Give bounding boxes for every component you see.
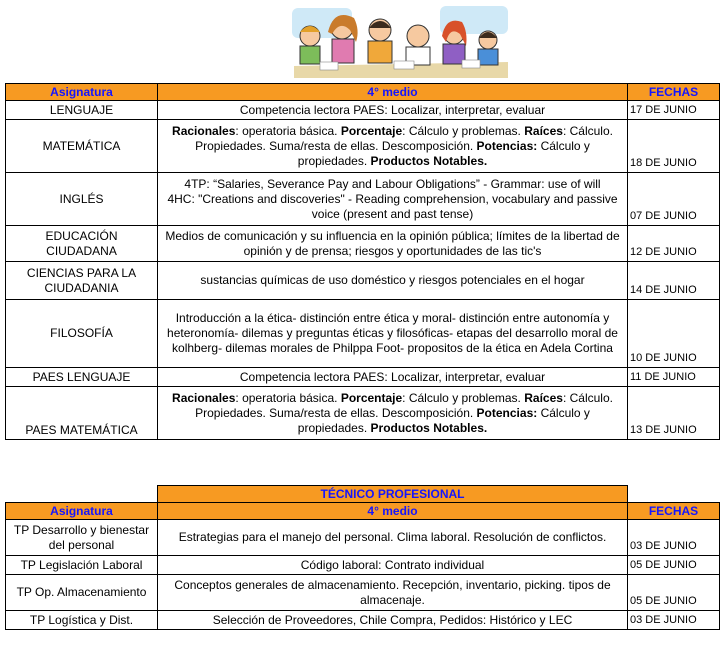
- table-row: [6, 556, 720, 575]
- date-cell: 05 DE JUNIO: [628, 575, 720, 611]
- table-row: [6, 101, 720, 120]
- date-cell: 14 DE JUNIO: [628, 262, 720, 300]
- topic-cell: Competencia lectora PAES: Localizar, interpretar, evaluar: [158, 101, 628, 120]
- date-cell: 03 DE JUNIO: [628, 520, 720, 556]
- topic-cell: Código laboral: Contrato individual: [158, 556, 628, 575]
- subject-cell: EDUCACIÓN CIUDADANA: [6, 226, 158, 262]
- topic-cell: [158, 173, 628, 226]
- table-row: [6, 262, 720, 300]
- table-header-row: [6, 503, 720, 520]
- header-level: 4° medio: [158, 503, 628, 520]
- subject-cell: MATEMÁTICA: [6, 120, 158, 173]
- header-fechas: FECHAS: [628, 503, 720, 520]
- subject-cell: LENGUAJE: [6, 101, 158, 120]
- date-cell: 03 DE JUNIO: [628, 611, 720, 630]
- topic-text: : operatoria básica.: [235, 123, 341, 138]
- table-row: [6, 520, 720, 556]
- subject-cell: FILOSOFÍA: [6, 300, 158, 368]
- students-studying-illustration: [290, 2, 512, 78]
- topic-text: Cálculo y propiedades.: [297, 405, 590, 435]
- topic-cell: [158, 120, 628, 173]
- date-cell: 05 DE JUNIO: [628, 556, 720, 575]
- topic-cell: Medios de comunicación y su influencia en la opinión pública; límites de la libertad de opinión y de prensa; riesgos y oportunidades de las tic's: [158, 226, 628, 262]
- topic-cell: Introducción a la ética- distinción entre ética y moral- distinción entre autonomía y heteronomía- dilemas y preguntas éticas y filosóficas- etapas del desarrollo moral de kolhberg- dilemas morales de Philppa Foot- propositos de la ética en Adela Cortina: [158, 300, 628, 368]
- topic-bold-text: Porcentaje: [340, 123, 403, 138]
- topic-bold-text: Productos Notables.: [370, 153, 488, 168]
- table-row: [6, 226, 720, 262]
- topic-cell: sustancias químicas de uso doméstico y riesgos potenciales en el hogar: [158, 262, 628, 300]
- section-title-row: [6, 486, 720, 503]
- topic-line: 4HC: "Creations and discoveries" - Reading comprehension, vocabulary and passive voice (present and past tense): [167, 191, 618, 221]
- topic-cell: Estrategias para el manejo del personal. Clima laboral. Resolución de conflictos.: [158, 520, 628, 556]
- topic-bold-text: Racionales: [172, 123, 236, 138]
- topic-bold-text: Racionales: [172, 390, 236, 405]
- table-header-row: [6, 84, 720, 101]
- topic-line: 4TP: “Salaries, Severance Pay and Labour Obligations” - Grammar: use of will: [184, 176, 601, 191]
- table-row: [6, 300, 720, 368]
- topic-cell: Conceptos generales de almacenamiento. Recepción, inventario, picking. tipos de almacenaje.: [158, 575, 628, 611]
- date-cell: 10 DE JUNIO: [628, 300, 720, 368]
- topic-bold-text: Potencias:: [476, 405, 538, 420]
- subject-cell: PAES MATEMÁTICA: [6, 387, 158, 440]
- subject-cell: TP Legislación Laboral: [6, 556, 158, 575]
- header-asignatura: Asignatura: [6, 84, 158, 101]
- topic-cell: Selección de Proveedores, Chile Compra, Pedidos: Histórico y LEC: [158, 611, 628, 630]
- header-fechas: FECHAS: [628, 84, 720, 101]
- date-cell: 07 DE JUNIO: [628, 173, 720, 226]
- topic-text: : Cálculo y problemas.: [402, 390, 525, 405]
- date-cell: 17 DE JUNIO: [628, 101, 720, 120]
- subject-cell: TP Op. Almacenamiento: [6, 575, 158, 611]
- topic-text: : Cálculo. Propiedades. Suma/resta de ellas. Descomposición.: [195, 390, 613, 420]
- table-row: [6, 120, 720, 173]
- date-cell: 11 DE JUNIO: [628, 368, 720, 387]
- topic-text: : operatoria básica.: [235, 390, 341, 405]
- table-row: [6, 611, 720, 630]
- subject-cell: INGLÉS: [6, 173, 158, 226]
- header-level: 4° medio: [158, 84, 628, 101]
- topic-bold-text: Raíces: [524, 123, 563, 138]
- topic-bold-text: Productos Notables.: [370, 420, 488, 435]
- table-row: [6, 173, 720, 226]
- topic-bold-text: Potencias:: [476, 138, 538, 153]
- subject-cell: TP Desarrollo y bienestar del personal: [6, 520, 158, 556]
- topic-cell: [158, 387, 628, 440]
- schedule-table-tecnico-profesional: [5, 485, 720, 630]
- subject-cell: PAES LENGUAJE: [6, 368, 158, 387]
- subject-cell: CIENCIAS PARA LA CIUDADANIA: [6, 262, 158, 300]
- topic-bold-text: Porcentaje: [340, 390, 403, 405]
- section-title: TÉCNICO PROFESIONAL: [158, 486, 628, 503]
- subject-cell: TP Logística y Dist.: [6, 611, 158, 630]
- date-cell: 12 DE JUNIO: [628, 226, 720, 262]
- topic-text: Cálculo y propiedades.: [297, 138, 590, 168]
- header-asignatura: Asignatura: [6, 503, 158, 520]
- table-row: [6, 575, 720, 611]
- table-row: [6, 387, 720, 440]
- topic-bold-text: Raíces: [524, 390, 563, 405]
- date-cell: 13 DE JUNIO: [628, 387, 720, 440]
- date-cell: 18 DE JUNIO: [628, 120, 720, 173]
- topic-text: : Cálculo. Propiedades. Suma/resta de ellas. Descomposición.: [195, 123, 613, 153]
- topic-cell: Competencia lectora PAES: Localizar, interpretar, evaluar: [158, 368, 628, 387]
- schedule-table-4-medio: [5, 83, 720, 440]
- topic-text: : Cálculo y problemas.: [402, 123, 525, 138]
- table-row: [6, 368, 720, 387]
